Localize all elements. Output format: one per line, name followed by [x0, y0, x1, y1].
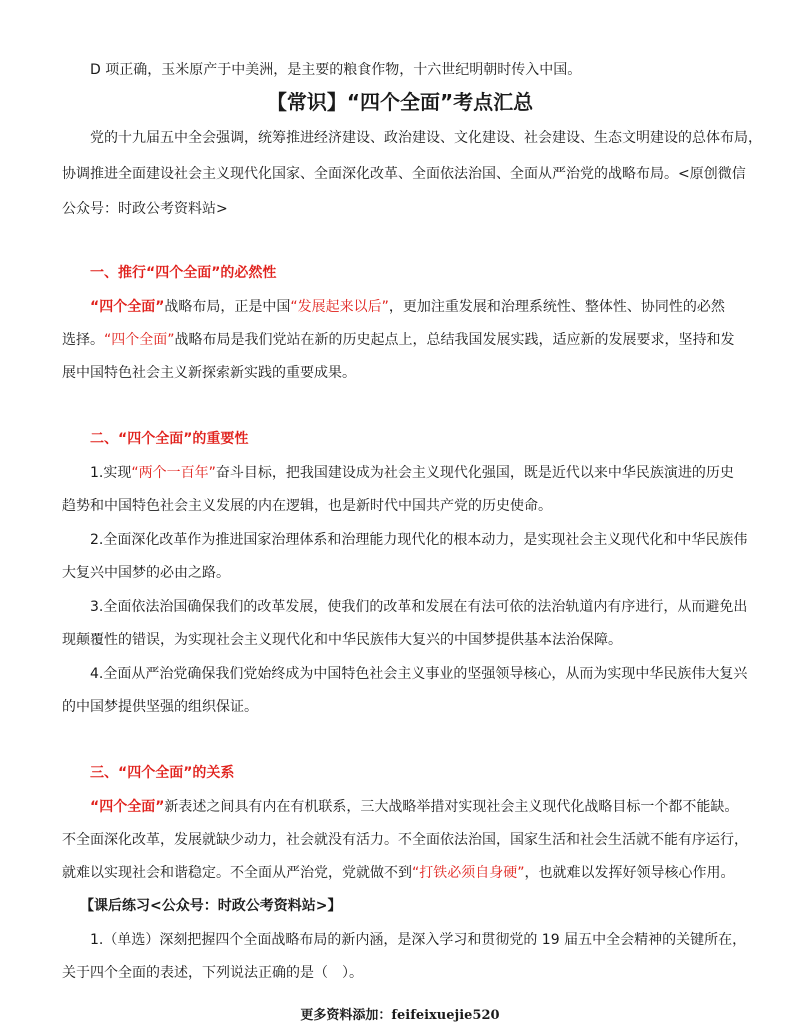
- highlight-after-development: “发展起来以后”: [290, 299, 389, 315]
- section1-line2: 选择。“四个全面”战略布局是我们党站在新的历史起点上，总结我国发展实践，适应新的发展要求，坚持和发: [62, 332, 735, 348]
- highlight-four-comprehensives: “四个全面”: [90, 799, 165, 815]
- section1-line3: 展中国特色社会主义新探索新实践的重要成果。: [62, 365, 356, 381]
- section2-p1-line2: 趋势和中国特色社会主义发展的内在逻辑，也是新时代中国共产党的历史使命。: [62, 498, 552, 514]
- highlight-four-comprehensives: “四个全面”: [104, 332, 175, 348]
- para1-line2: 协调推进全面建设社会主义现代化国家、全面深化改革、全面依法治国、全面从严治党的战略布局。<原创微信: [62, 166, 746, 182]
- section2-p2-line1: 2.全面深化改革作为推进国家治理体系和治理能力现代化的根本动力，是实现社会主义现代化和中华民族伟: [90, 532, 748, 548]
- section2-p3-line1: 3.全面依法治国确保我们的改革发展，使我们的改革和发展在有法可依的法治轨道内有序进行，从而避免出: [90, 599, 748, 615]
- section3-line2: 不全面深化改革，发展就缺少动力，社会就没有活力。不全面依法治国，国家生活和社会生活就不能有序运行，: [62, 832, 748, 848]
- section2-p4-line1: 4.全面从严治党确保我们党始终成为中国特色社会主义事业的坚强领导核心，从而为实现中华民族伟大复兴: [90, 666, 748, 682]
- practice-heading: 【课后练习<公众号：时政公考资料站>】: [80, 898, 342, 914]
- section2-p3-line2: 现颠覆性的错误，为实现社会主义现代化和中华民族伟大复兴的中国梦提供基本法治保障。: [62, 632, 622, 648]
- para1-line1: 党的十九届五中全会强调，统筹推进经济建设、政治建设、文化建设、社会建设、生态文明建设的总体布局，: [90, 130, 762, 146]
- highlight-two-centenaries: “两个一百年”: [131, 465, 216, 481]
- section3-line1: “四个全面”新表述之间具有内在有机联系，三大战略举措对实现社会主义现代化战略目标一个都不能缺。: [90, 799, 739, 815]
- section2-p1-line1: 1.实现“两个一百年”奋斗目标，把我国建设成为社会主义现代化强国，既是近代以来中华民族演进的历史: [90, 465, 734, 481]
- section3-line3: 就难以实现社会和谐稳定。不全面从严治党，党就做不到“打铁必须自身硬”，也就难以发挥好领导核心作用。: [62, 865, 735, 881]
- highlight-iron-forging: “打铁必须自身硬”: [412, 865, 525, 881]
- question1-line1: 1.（单选）深刻把握四个全面战略布局的新内涵，是深入学习和贯彻党的 19 届五中全会精神的关键所在，: [90, 932, 747, 948]
- section2-p4-line2: 的中国梦提供坚强的组织保证。: [62, 699, 258, 715]
- section1-heading: 一、推行“四个全面”的必然性: [90, 265, 277, 281]
- footer-contact: 更多资料添加：feifeixuejie520: [300, 1008, 500, 1023]
- highlight-four-comprehensives: “四个全面”: [90, 299, 165, 315]
- section2-p2-line2: 大复兴中国梦的必由之路。: [62, 565, 230, 581]
- intro-line: D 项正确，玉米原产于中美洲，是主要的粮食作物，十六世纪明朝时传入中国。: [90, 62, 582, 78]
- para1-line3: 公众号：时政公考资料站>: [62, 201, 228, 217]
- section2-heading: 二、“四个全面”的重要性: [90, 431, 249, 447]
- section1-line1: “四个全面”战略布局，正是中国“发展起来以后”，更加注重发展和治理系统性、整体性、协同性的必然: [90, 299, 725, 315]
- section3-heading: 三、“四个全面”的关系: [90, 765, 235, 781]
- question1-line2: 关于四个全面的表述，下列说法正确的是（ ）。: [62, 965, 363, 981]
- page-title: 【常识】“四个全面”考点汇总: [266, 90, 534, 114]
